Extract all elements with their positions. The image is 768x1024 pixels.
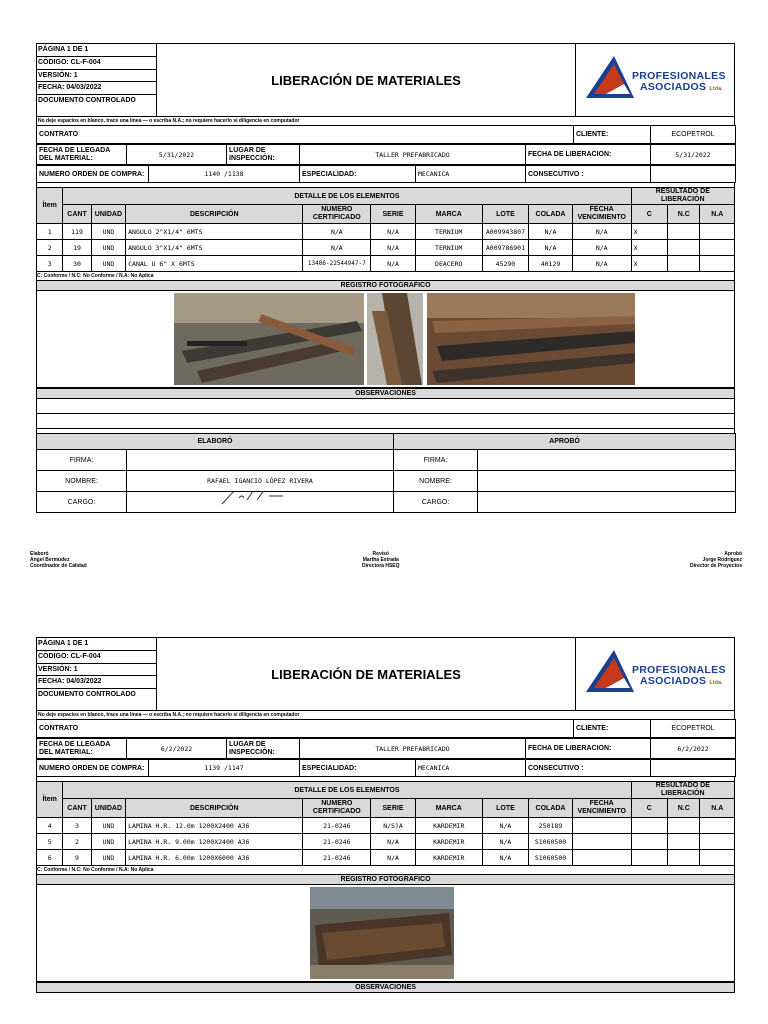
purchase-order-row [36,759,736,777]
footer-text: Elaboró [30,551,49,557]
footer-text: Aprobó [724,551,742,557]
row-item: 5 [37,834,63,850]
prepared-name-label: NOMBRE: [37,471,127,492]
footer-text: Angel Bermúdez [30,557,70,563]
col-na: N.A [700,799,735,818]
row-desc: ANGULO 3"X1/4" 6MTS [126,240,303,256]
row-cert: 21-0246 [303,818,371,834]
logo-triangle-icon [584,54,636,100]
row-colada: N/A [529,240,573,256]
meta-code: CÓDIGO: CL-F-004 [37,57,156,70]
meta-version: VERSIÓN: 1 [37,664,156,677]
arrival-date-label: FECHA DE LLEGADA DEL MATERIAL: [37,145,127,165]
specialty-label: ESPECIALIDAD: [300,166,416,183]
row-serie: N/S)A [371,818,416,834]
row-cant: 119 [63,224,91,240]
meta-code: CÓDIGO: CL-F-004 [37,651,156,664]
footer-text: Jorge Rodríguez [702,557,742,563]
row-marca: DEACERO [415,256,482,272]
observations-line [36,414,735,429]
logo-triangle-icon [584,648,636,694]
col-marca: MARCA [415,205,482,224]
row-lote: N/A [482,850,529,866]
row-cant: 3 [63,818,91,834]
photo-channels [427,293,635,385]
elements-detail-header: DETALLE DE LOS ELEMENTOS [63,188,631,205]
company-logo [576,638,736,710]
purchase-order-label: NUMERO ORDEN DE COMPRA: [37,166,149,183]
release-form-1 [36,43,735,125]
row-cert: 21-0246 [303,850,371,866]
arrival-row [36,738,736,759]
handwritten-signature [217,492,307,507]
row-nc [668,256,700,272]
row-lote: 45290 [482,256,529,272]
row-venc [572,850,631,866]
form-header [36,637,735,711]
release-result-header: RESULTADO DE LIBERACIÓN [631,188,734,205]
row-serie: N/A [371,240,416,256]
col-serie: SERIE [371,205,416,224]
release-result-header: RESULTADO DE LIBERACIÓN [631,782,734,799]
row-unidad: UND [91,240,125,256]
approved-role-label: CARGO: [394,492,478,513]
col-cant: CANT [63,205,91,224]
release-date-label: FECHA DE LIBERACION: [526,739,651,759]
approved-header: APROBÓ [394,434,736,450]
row-item: 6 [37,850,63,866]
col-marca: MARCA [415,799,482,818]
material-photos [37,885,734,981]
document-meta [37,638,157,710]
col-unidad: UNIDAD [91,799,125,818]
col-unidad: UNIDAD [91,205,125,224]
client-value: ECOPETROL [651,720,736,738]
inspection-place-label: LUGAR DE INSPECCIÓN: [227,739,300,759]
prepared-signature-value [127,450,394,471]
row-venc: N/A [572,256,631,272]
row-na [700,818,735,834]
col-cant: CANT [63,799,91,818]
row-lote: A009786901 [482,240,529,256]
release-form-2 [36,637,735,993]
row-cant: 19 [63,240,91,256]
row-unidad: UND [91,850,125,866]
row-cant: 2 [63,834,91,850]
row-c [631,818,667,834]
inspection-place-label: LUGAR DE INSPECCIÓN: [227,145,300,165]
meta-date: FECHA: 04/03/2022 [37,82,156,95]
row-nc [668,224,700,240]
company-logo [576,44,736,116]
legend: C: Conforme / N.C: No Conforme / N.A: No Aplica [36,866,735,874]
prepared-role-label: CARGO: [37,492,127,513]
inspection-place-value: TALLER PREFABRICADO [300,739,526,759]
row-colada: 40129 [529,256,573,272]
contract-row [36,125,736,144]
logo-text-line2: ASOCIADOS Ltda. [640,675,723,687]
form-title: LIBERACIÓN DE MATERIALES [157,638,576,710]
prepared-role-value [127,492,394,513]
row-nc [668,240,700,256]
row-colada: S1060500 [529,850,573,866]
client-label: CLIENTE: [574,720,651,738]
row-marca: TERNIUM [415,224,482,240]
col-lote: LOTE [482,205,529,224]
row-c: X [631,224,667,240]
release-date-label: FECHA DE LIBERACION: [526,145,651,165]
row-venc [572,834,631,850]
elements-table [36,187,735,272]
instructions-note: No deje espacios en blanco, trace una línea — o escriba N.A.; no requiere hacerlo si diligencia en computador [36,117,735,125]
col-item: Ítem [37,188,63,224]
col-nc: N.C [668,799,700,818]
table-row [37,818,735,834]
purchase-order-row [36,165,736,183]
instructions-note: No deje espacios en blanco, trace una línea — o escriba N.A.; no requiere hacerlo si diligencia en computador [36,711,735,719]
col-nc: N.C [668,205,700,224]
row-lote: A009943807 [482,224,529,240]
footer-approved [690,551,742,569]
row-desc: LAMINA H.R. 9.00m 1200X2400 A36 [126,834,303,850]
row-na [700,850,735,866]
row-na [700,834,735,850]
photo-record-header: REGISTRO FOTOGRAFICO [36,874,735,885]
footer-prepared [30,551,87,569]
row-colada: S1060500 [529,834,573,850]
row-item: 4 [37,818,63,834]
row-serie: N/A [371,834,416,850]
row-venc [572,818,631,834]
row-cant: 9 [63,850,91,866]
observations-line [36,399,735,414]
approved-name-label: NOMBRE: [394,471,478,492]
table-row [37,834,735,850]
row-unidad: UND [91,818,125,834]
logo-text-line1: PROFESIONALES [632,664,726,676]
purchase-order-value: 1140 /1138 [149,166,300,183]
row-cert: 13486-22544947-7 [303,256,371,272]
meta-controlled: DOCUMENTO CONTROLADO [38,691,136,699]
col-vencimiento: FECHA VENCIMIENTO [572,205,631,224]
row-cant: 30 [63,256,91,272]
row-lote: N/A [482,834,529,850]
row-c: X [631,256,667,272]
table-row [37,850,735,866]
col-vencimiento: FECHA VENCIMIENTO [572,799,631,818]
photo-record-header: REGISTRO FOTOGRAFICO [36,280,735,291]
photo-record [36,291,735,388]
inspection-place-value: TALLER PREFABRICADO [300,145,526,165]
row-nc [668,818,700,834]
row-unidad: UND [91,256,125,272]
contract-label: CONTRATO [37,126,574,144]
release-date-value: 5/31/2022 [651,145,736,165]
contract-label: CONTRATO [37,720,574,738]
footer-text: Revisó [372,551,389,557]
row-na [700,240,735,256]
meta-page: PÁGINA 1 DE 1 [37,638,156,651]
row-unidad: UND [91,224,125,240]
prepared-header: ELABORÓ [37,434,394,450]
col-serie: SERIE [371,799,416,818]
row-item: 1 [37,224,63,240]
row-marca: KARDEMIR [415,818,482,834]
row-c: X [631,240,667,256]
client-label: CLIENTE: [574,126,651,144]
row-item: 2 [37,240,63,256]
row-desc: LAMINA H.R. 12.0m 1200X2400 A36 [126,818,303,834]
row-c [631,850,667,866]
elements-table [36,781,735,866]
client-value: ECOPETROL [651,126,736,144]
form-title: LIBERACIÓN DE MATERIALES [157,44,576,116]
contract-row [36,719,736,738]
meta-page: PÁGINA 1 DE 1 [37,44,156,57]
purchase-order-label: NUMERO ORDEN DE COMPRA: [37,760,149,777]
col-colada: COLADA [529,205,573,224]
row-serie: N/A [371,850,416,866]
col-certificado: NUMERO CERTIFICADO [303,799,371,818]
form-header [36,43,735,117]
row-venc: N/A [572,240,631,256]
prepared-name-value: RAFAEL IGANCIO LÓPEZ RIVERA [127,471,394,492]
row-colada: N/A [529,224,573,240]
specialty-value: MECANICA [416,760,526,777]
approved-signature-value [478,450,736,471]
observations-header: OBSERVACIONES [36,982,735,993]
consecutive-value [651,760,736,777]
footer-text: Director de Proyectos [690,563,742,569]
col-descripcion: DESCRIPCIÓN [126,799,303,818]
row-cert: 21-0246 [303,834,371,850]
purchase-order-value: 1139 /1147 [149,760,300,777]
arrival-date-label: FECHA DE LLEGADA DEL MATERIAL: [37,739,127,759]
material-photos [37,291,734,387]
col-c: C [631,799,667,818]
col-colada: COLADA [529,799,573,818]
row-marca: TERNIUM [415,240,482,256]
row-cert: N/A [303,240,371,256]
footer-reviewed [362,551,400,569]
row-colada: 250189 [529,818,573,834]
meta-controlled: DOCUMENTO CONTROLADO [38,97,136,105]
document-meta [37,44,157,116]
observations-header: OBSERVACIONES [36,388,735,399]
footer-text: Coordinador de Calidad [30,563,87,569]
photo-steel-sheets [310,887,454,979]
col-c: C [631,205,667,224]
prepared-signature-label: FIRMA: [37,450,127,471]
photo-steel-angles-1 [174,293,364,385]
consecutive-label: CONSECUTIVO : [526,760,651,777]
row-nc [668,834,700,850]
col-certificado: NUMERO CERTIFICADO [303,205,371,224]
table-row [37,256,735,272]
footer-text: Martha Estrada [362,557,399,563]
col-item: Ítem [37,782,63,818]
row-c [631,834,667,850]
row-serie: N/A [371,224,416,240]
approved-role-value [478,492,736,513]
meta-version: VERSIÓN: 1 [37,70,156,83]
consecutive-value [651,166,736,183]
row-desc: LAMINA H.R. 6.00m 1200X6000 A36 [126,850,303,866]
release-form-1-body [36,125,735,513]
approved-name-value [478,471,736,492]
elements-detail-header: DETALLE DE LOS ELEMENTOS [63,782,631,799]
row-serie: N/A [371,256,416,272]
row-nc [668,850,700,866]
col-na: N.A [700,205,735,224]
specialty-value: MECANICA [416,166,526,183]
logo-text-line2: ASOCIADOS Ltda. [640,81,723,93]
row-unidad: UND [91,834,125,850]
row-desc: CANAL U 6" X 6MTS [126,256,303,272]
logo-text-line1: PROFESIONALES [632,70,726,82]
row-venc: N/A [572,224,631,240]
row-item: 3 [37,256,63,272]
row-desc: ANGULO 2"X1/4" 6MTS [126,224,303,240]
arrival-date-value: 6/2/2022 [127,739,227,759]
release-date-value: 6/2/2022 [651,739,736,759]
specialty-label: ESPECIALIDAD: [300,760,416,777]
arrival-row [36,144,736,165]
row-marca: KARDEMIR [415,850,482,866]
row-lote: N/A [482,818,529,834]
signature-table [36,433,736,513]
consecutive-label: CONSECUTIVO : [526,166,651,183]
meta-date: FECHA: 04/03/2022 [37,676,156,689]
row-cert: N/A [303,224,371,240]
col-descripcion: DESCRIPCIÓN [126,205,303,224]
photo-record [36,885,735,982]
col-lote: LOTE [482,799,529,818]
row-na [700,224,735,240]
approved-signature-label: FIRMA: [394,450,478,471]
table-row [37,240,735,256]
footer-text: Directora HSEQ [362,563,400,569]
photo-steel-angles-2 [367,293,423,385]
legend: C: Conforme / N.C: No Conforme / N.A: No Aplica [36,272,735,280]
table-row [37,224,735,240]
row-marca: KARDEMIR [415,834,482,850]
row-na [700,256,735,272]
arrival-date-value: 5/31/2022 [127,145,227,165]
